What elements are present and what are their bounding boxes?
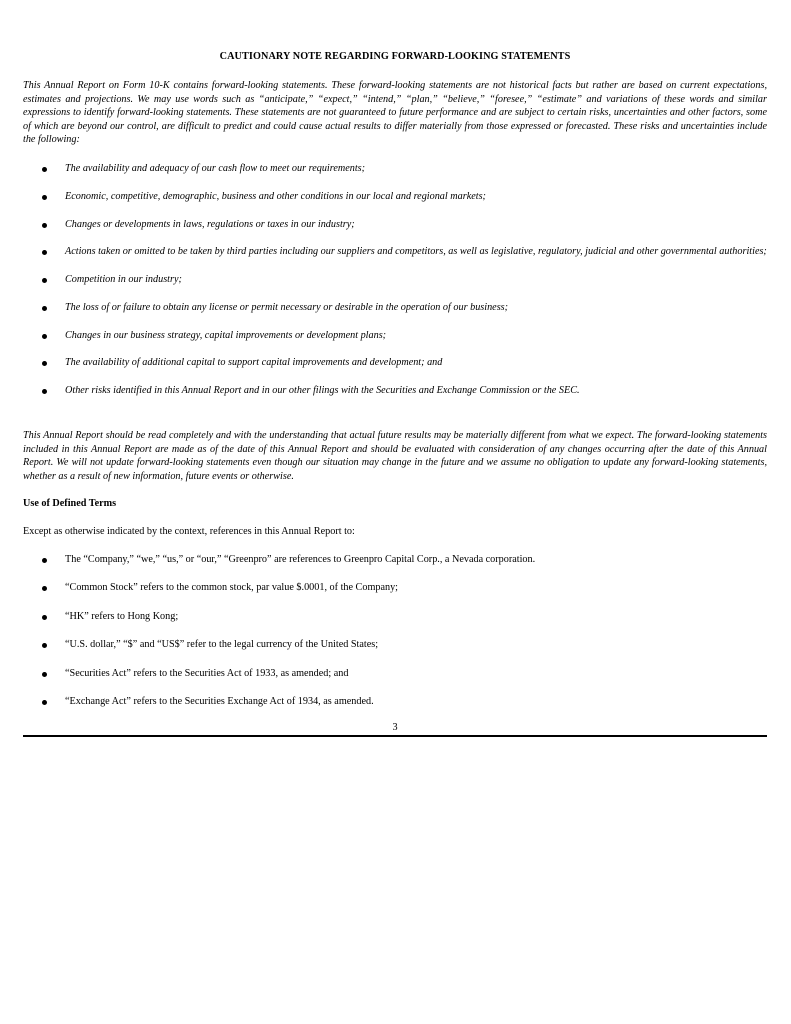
list-item-text: The “Company,” “we,” “us,” or “our,” “Greenpro” are references to Greenpro Capital Corp., a Nevada corporation.	[65, 554, 536, 565]
bullet-icon	[42, 700, 47, 705]
list-item	[23, 329, 767, 343]
list-item	[23, 273, 767, 287]
bullet-icon	[42, 643, 47, 648]
page-number: 3	[392, 722, 398, 733]
list-item-text: The availability and adequacy of our cash flow to meet our requirements;	[65, 163, 366, 174]
list-item	[23, 553, 767, 567]
list-item	[23, 301, 767, 315]
section-heading: CAUTIONARY NOTE REGARDING FORWARD-LOOKING STATEMENTS	[219, 51, 571, 62]
list-item-text: Changes or developments in laws, regulations or taxes in our industry;	[65, 218, 355, 230]
list-item	[23, 695, 767, 709]
bullet-icon	[42, 615, 47, 620]
defined-terms-heading: Use of Defined Terms	[23, 498, 117, 509]
list-item	[23, 638, 767, 652]
list-item	[23, 190, 767, 204]
list-item-text: The availability of additional capital to support capital improvements and development; and	[65, 357, 443, 369]
page-divider	[23, 735, 767, 737]
list-item-text: “Securities Act” refers to the Securities Act of 1933, as amended; and	[65, 667, 349, 679]
bullet-icon	[42, 586, 47, 591]
list-item-text: Actions taken or omitted to be taken by third parties including our suppliers and competitors, as well as legislative, regulatory, judicial and other governmental authorities;	[65, 246, 767, 258]
bullet-icon	[42, 223, 47, 228]
outro-paragraph: This Annual Report should be read completely and with the understanding that actual future results may be materially different from what we expect. The forward-looking statements included in this Annual Report are made as of the date of this Annual Report and should be evaluated with consideration of any changes occurring after the date of this Annual Report. We will not update forward-looking statements even though our situation may change in the future and we assume no obligation to update any forward-looking statements, whether as a result of new information, future events or otherwise.	[23, 430, 767, 482]
list-item-text: Economic, competitive, demographic, business and other conditions in our local and regional markets;	[65, 190, 486, 202]
list-item-text: “HK” refers to Hong Kong;	[65, 610, 179, 622]
bullet-icon	[42, 389, 47, 394]
list-item	[23, 610, 767, 624]
defined-terms-list	[23, 553, 767, 723]
list-item	[23, 356, 767, 370]
risk-list	[23, 162, 767, 412]
bullet-icon	[42, 278, 47, 283]
list-item-text: The loss of or failure to obtain any license or permit necessary or desirable in the operation of our business;	[65, 301, 509, 313]
list-item-text: “Common Stock” refers to the common stock, par value $.0001, of the Company;	[65, 582, 399, 594]
list-item	[23, 245, 767, 259]
defined-terms-lead: Except as otherwise indicated by the context, references in this Annual Report to:	[23, 526, 355, 537]
list-item	[23, 667, 767, 681]
list-item-text: “Exchange Act” refers to the Securities Exchange Act of 1934, as amended.	[65, 695, 374, 707]
bullet-icon	[42, 195, 47, 200]
bullet-icon	[42, 558, 47, 563]
list-item	[23, 218, 767, 232]
bullet-icon	[42, 167, 47, 172]
bullet-icon	[42, 250, 47, 255]
list-item-text: Competition in our industry;	[65, 274, 182, 286]
list-item-text: Other risks identified in this Annual Report and in our other filings with the Securities and Exchange Commission or the SEC.	[65, 385, 580, 397]
bullet-icon	[42, 672, 47, 677]
bullet-icon	[42, 334, 47, 339]
list-item-text: Changes in our business strategy, capital improvements or development plans;	[65, 329, 387, 341]
list-item	[23, 581, 767, 595]
list-item-text: “U.S. dollar,” “$” and “US$” refer to the legal currency of the United States;	[65, 639, 379, 651]
intro-paragraph: This Annual Report on Form 10-K contains forward-looking statements. These forward-looking statements are not historical facts but rather are based on current expectations, estimates and projections. We may use words such as “anticipate,” “expect,” “intend,” “plan,” “believe,” “foresee,” “estimate” and variations of these words and similar expressions to identify forward-looking statements. These statements are not guaranteed to future performance and are subject to certain risks, uncertainties and other factors, some of which are beyond our control, are difficult to predict and could cause actual results to differ materially from those expressed or forecasted. These risks and uncertainties include the following:	[23, 80, 767, 146]
list-item	[23, 384, 767, 398]
bullet-icon	[42, 306, 47, 311]
list-item	[23, 162, 767, 176]
bullet-icon	[42, 361, 47, 366]
